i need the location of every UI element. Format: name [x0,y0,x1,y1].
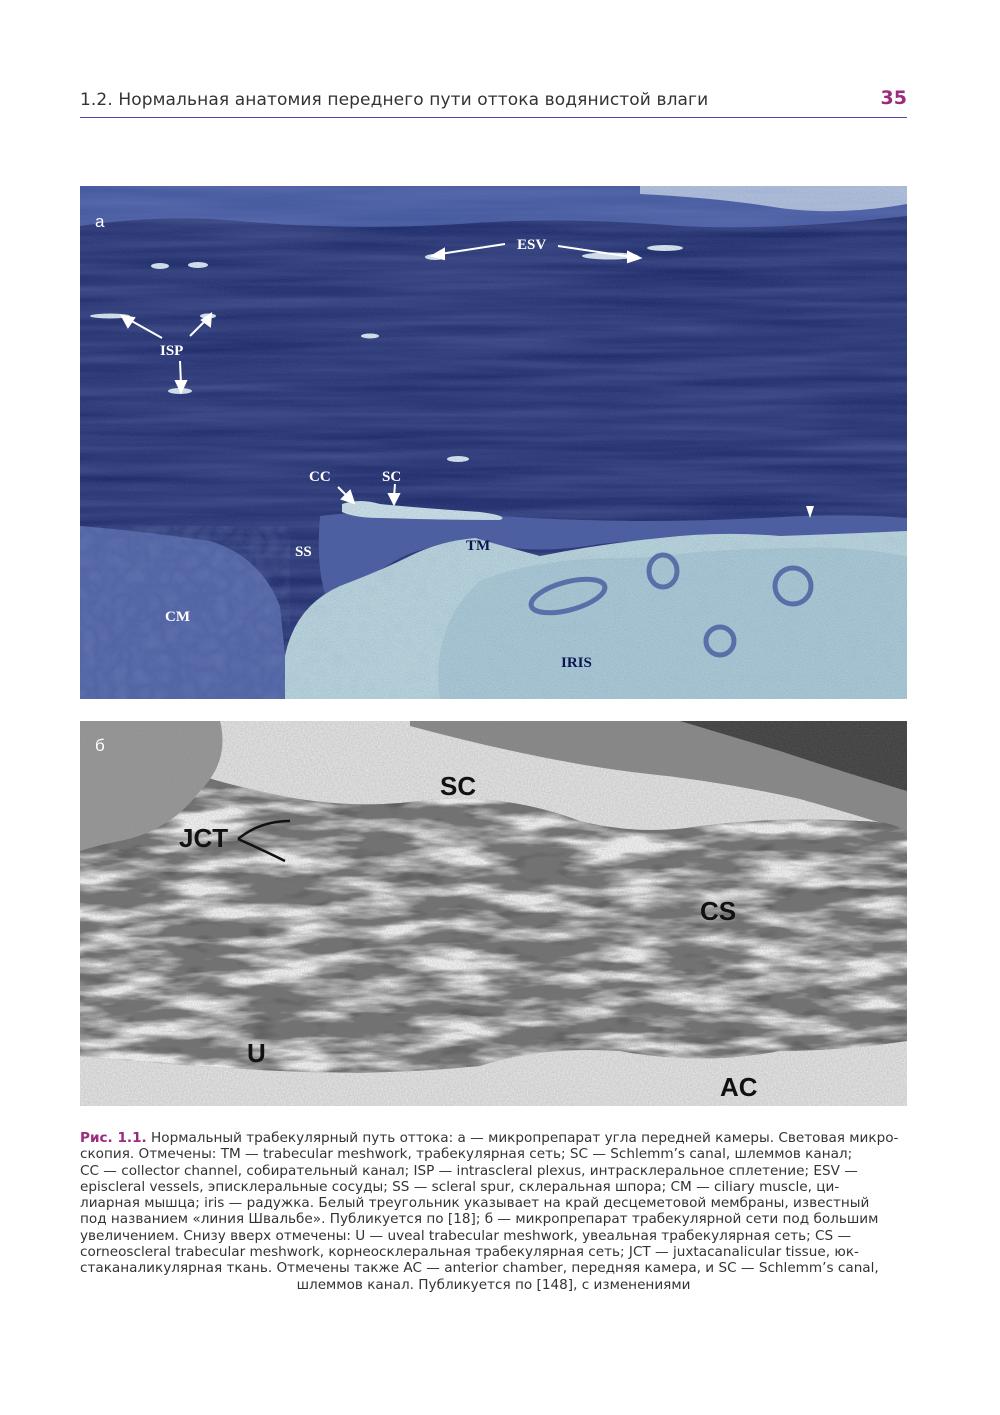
panel-a-letter: а [95,212,105,231]
caption-line: лиарная мышца; iris — радужка. Белый треугольник указывает на край десцеметовой мембраны, известный [80,1195,870,1212]
micrograph-panel-b [80,721,907,1106]
header-rule [80,117,907,118]
micrograph-panel-a [80,186,907,699]
label-sc-a: SC [382,469,402,485]
caption-line: CC — collector channel, собирательный канал; ISP — intrascleral plexus, интрасклеральное сплетение; ESV — [80,1162,858,1179]
label-u: U [247,1038,266,1068]
caption-line: corneoscleral trabecular meshwork, корнеосклеральная трабекулярная сеть; JCT — juxtacanalicular tissue, юк- [80,1244,859,1261]
caption-line: episcleral vessels, эписклеральные сосуды; SS — scleral spur, склеральная шпора; CM — ciliary muscle, ци- [80,1178,840,1195]
figure-label: Рис. 1.1. [80,1130,147,1146]
label-ss: SS [295,544,312,560]
running-header [80,87,907,116]
label-ac: AC [720,1072,758,1102]
caption-line [80,1130,907,1146]
label-iris: IRIS [561,655,592,671]
caption-text: Нормальный трабекулярный путь оттока: а — микропрепарат угла передней камеры. Световая микро- [146,1130,899,1146]
label-tm: TM [466,538,491,554]
running-title: 1.2. Нормальная анатомия переднего пути оттока водянистой влаги [80,90,709,110]
caption-line: под названием «линия Швальбе». Публикуется по [18]; б — микропрепарат трабекулярной сети под большим [80,1211,879,1228]
label-esv: ESV [517,237,547,253]
micrograph-a-image [80,186,907,699]
label-cm: CM [165,609,190,625]
panel-b-letter: б [95,736,105,755]
caption-line: скопия. Отмечены: TM — trabecular meshwork, трабекулярная сеть; SC — Schlemm’s canal, шлеммов канал; [80,1146,853,1163]
caption-line: стаканаликулярная ткань. Отмечены также AC — anterior chamber, передняя камера, и SC — Schlemm’s canal, [80,1260,879,1277]
label-cs: CS [700,896,737,926]
label-jct: JCT [179,823,229,853]
caption-line: шлеммов канал. Публикуется по [148], с изменениями [296,1276,691,1293]
label-isp: ISP [160,343,184,359]
label-cc: CC [309,469,331,485]
micrograph-b-image [80,721,907,1106]
page-number: 35 [880,87,907,109]
figure-caption [80,1130,907,1293]
label-sc-b: SC [440,771,477,801]
caption-line: увеличением. Снизу вверх отмечены: U — uveal trabecular meshwork, увеальная трабекулярная сеть; CS — [80,1227,852,1244]
